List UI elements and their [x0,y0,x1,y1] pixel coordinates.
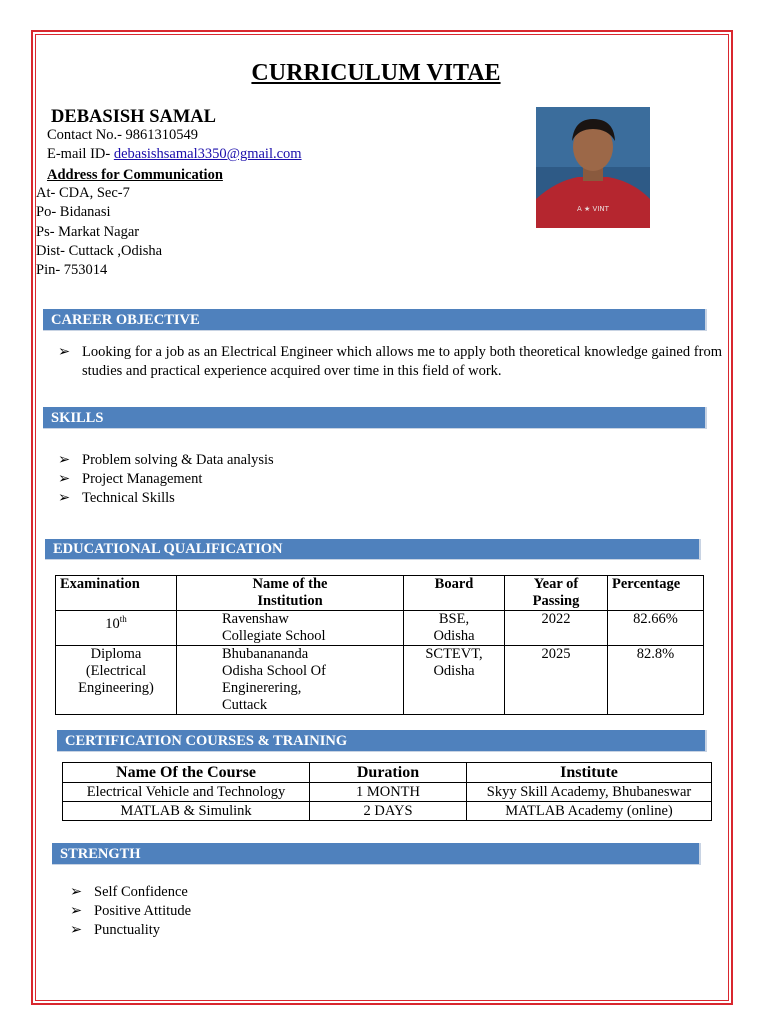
certification-table [62,762,712,821]
cell-duration: 1 MONTH [310,783,467,802]
section-header-career: CAREER OBJECTIVE [43,309,707,331]
arrow-bullet-icon: ➢ [58,452,71,468]
contact-email: E-mail ID- debasishsamal3350@gmail.com [47,146,302,162]
table-row [63,802,712,821]
address-line: Pin- 753014 [36,262,108,278]
cell-course: MATLAB & Simulink [63,802,310,821]
section-header-certification: CERTIFICATION COURSES & TRAINING [57,730,707,752]
header-course: Name Of the Course [63,763,310,783]
address-line: Po- Bidanasi [36,204,111,220]
address-line: Ps- Markat Nagar [36,224,140,240]
arrow-bullet-icon: ➢ [58,344,71,360]
cell-exam: Diploma (Electrical Engineering) [56,646,177,715]
cell-percentage: 82.8% [608,646,704,715]
cell-institute: MATLAB Academy (online) [467,802,712,821]
cell-institution: Ravenshaw Collegiate School [177,611,404,646]
arrow-bullet-icon: ➢ [70,922,83,938]
address-line: Dist- Cuttack ,Odisha [36,243,163,259]
document-title: CURRICULUM VITAE [251,60,501,86]
section-header-skills: SKILLS [43,407,707,429]
cell-board: SCTEVT, Odisha [404,646,505,715]
arrow-bullet-icon: ➢ [70,884,83,900]
table-row [56,611,704,646]
header-board: Board [404,576,505,611]
section-header-education: EDUCATIONAL QUALIFICATION [45,539,701,560]
address-line: At- CDA, Sec-7 [36,185,130,201]
arrow-bullet-icon: ➢ [58,471,71,487]
career-objective-text: Looking for a job as an Electrical Engineer which allows me to apply both theoretical knowledge gained from studies and practical experience acquired over time in this field of work. [82,344,722,379]
header-year: Year of Passing [505,576,608,611]
cell-duration: 2 DAYS [310,802,467,821]
cell-institution: Bhubanananda Odisha School Of Enginerering, Cuttack [177,646,404,715]
address-heading: Address for Communication [47,167,223,183]
table-header-row [56,576,704,611]
career-objective [58,343,722,381]
header-examination: Examination [56,576,177,611]
cell-course: Electrical Vehicle and Technology [63,783,310,802]
education-table [55,575,704,715]
person-photo-icon [536,107,650,228]
cell-board: BSE, Odisha [404,611,505,646]
profile-photo [536,107,650,228]
header-institute: Institute [467,763,712,783]
header-duration: Duration [310,763,467,783]
cell-exam: 10th [56,611,177,646]
svg-text:A ★ VINT: A ★ VINT [577,205,609,213]
email-link[interactable]: debasishsamal3350@gmail.com [113,146,302,162]
contact-phone: Contact No.- 9861310549 [47,127,199,143]
header-percentage: Percentage [608,576,704,611]
table-row [56,646,704,715]
table-header-row [63,763,712,783]
arrow-bullet-icon: ➢ [70,903,83,919]
arrow-bullet-icon: ➢ [58,490,71,506]
section-header-strength: STRENGTH [52,843,701,865]
cell-year: 2022 [505,611,608,646]
candidate-name: DEBASISH SAMAL [51,107,217,127]
header-institution: Name of the Institution [177,576,404,611]
cell-percentage: 82.66% [608,611,704,646]
cell-year: 2025 [505,646,608,715]
table-row [63,783,712,802]
cell-institute: Skyy Skill Academy, Bhubaneswar [467,783,712,802]
